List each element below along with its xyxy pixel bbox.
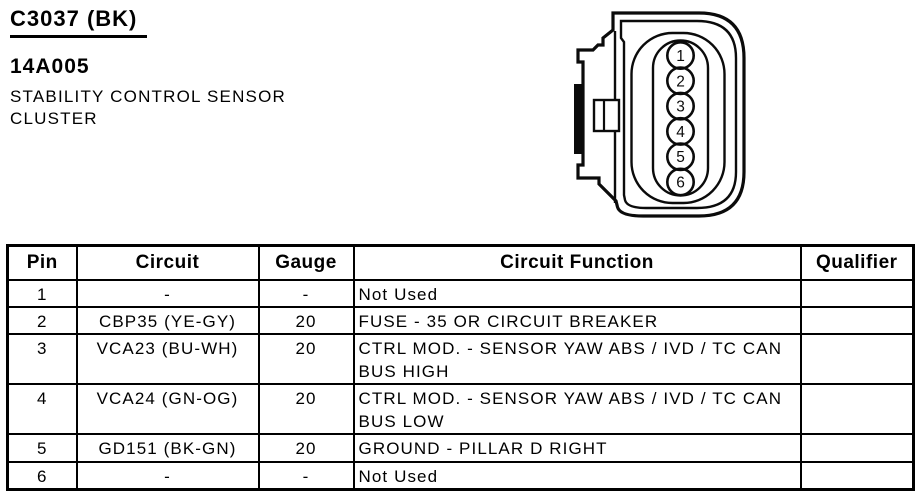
table-row-pin-1	[8, 280, 914, 307]
pin-cell: 1	[8, 280, 77, 307]
part-number: 14A005	[10, 55, 90, 78]
header-block	[10, 6, 286, 130]
pin-5-label: 5	[676, 149, 685, 167]
description-line-2: CLUSTER	[10, 109, 98, 128]
circuit-cell: VCA23 (BU-WH)	[77, 334, 259, 384]
gauge-cell: 20	[259, 307, 354, 334]
pin-cell: 4	[8, 384, 77, 434]
qualifier-cell	[801, 307, 914, 334]
column-header-pin: Pin	[8, 246, 77, 281]
pin-cell: 3	[8, 334, 77, 384]
table-row-pin-5	[8, 434, 914, 462]
gauge-cell: -	[259, 280, 354, 307]
circuit-cell: GD151 (BK-GN)	[77, 434, 259, 462]
qualifier-cell	[801, 334, 914, 384]
circuit-function-cell: CTRL MOD. - SENSOR YAW ABS / IVD / TC CAN BUS HIGH	[354, 334, 801, 384]
table-row-pin-3	[8, 334, 914, 384]
circuit-cell: VCA24 (GN-OG)	[77, 384, 259, 434]
pin-2-label: 2	[676, 73, 685, 91]
qualifier-cell	[801, 280, 914, 307]
table-row-pin-4	[8, 384, 914, 434]
circuit-function-cell: GROUND - PILLAR D RIGHT	[354, 434, 801, 462]
pin-cell: 2	[8, 307, 77, 334]
circuit-function-cell: Not Used	[354, 280, 801, 307]
connector-description	[10, 86, 286, 130]
column-header-circuit-function: Circuit Function	[354, 246, 801, 281]
pinout-table-container	[6, 244, 915, 491]
connector-id-title: C3037 (BK)	[10, 6, 147, 38]
description-line-1: STABILITY CONTROL SENSOR	[10, 87, 286, 106]
pin-cell: 6	[8, 462, 77, 490]
pinout-table	[6, 244, 915, 491]
pin-4-label: 4	[676, 123, 685, 141]
circuit-function-cell: Not Used	[354, 462, 801, 490]
pin-6-label: 6	[676, 174, 685, 192]
circuit-cell: -	[77, 280, 259, 307]
gauge-cell: -	[259, 462, 354, 490]
circuit-cell: CBP35 (YE-GY)	[77, 307, 259, 334]
header-row	[8, 246, 914, 281]
circuit-function-cell: CTRL MOD. - SENSOR YAW ABS / IVD / TC CAN BUS LOW	[354, 384, 801, 434]
qualifier-cell	[801, 462, 914, 490]
latch-window	[594, 100, 619, 131]
qualifier-cell	[801, 384, 914, 434]
circuit-function-cell: FUSE - 35 OR CIRCUIT BREAKER	[354, 307, 801, 334]
gauge-cell: 20	[259, 434, 354, 462]
gauge-cell: 20	[259, 334, 354, 384]
qualifier-cell	[801, 434, 914, 462]
pin-cell: 5	[8, 434, 77, 462]
gauge-cell: 20	[259, 384, 354, 434]
connector-diagram	[553, 0, 753, 240]
table-row-pin-6	[8, 462, 914, 490]
pin-3-label: 3	[676, 98, 685, 116]
column-header-gauge: Gauge	[259, 246, 354, 281]
column-header-circuit: Circuit	[77, 246, 259, 281]
pin-1-label: 1	[676, 48, 685, 65]
circuit-cell: -	[77, 462, 259, 490]
table-row-pin-2	[8, 307, 914, 334]
column-header-qualifier: Qualifier	[801, 246, 914, 281]
